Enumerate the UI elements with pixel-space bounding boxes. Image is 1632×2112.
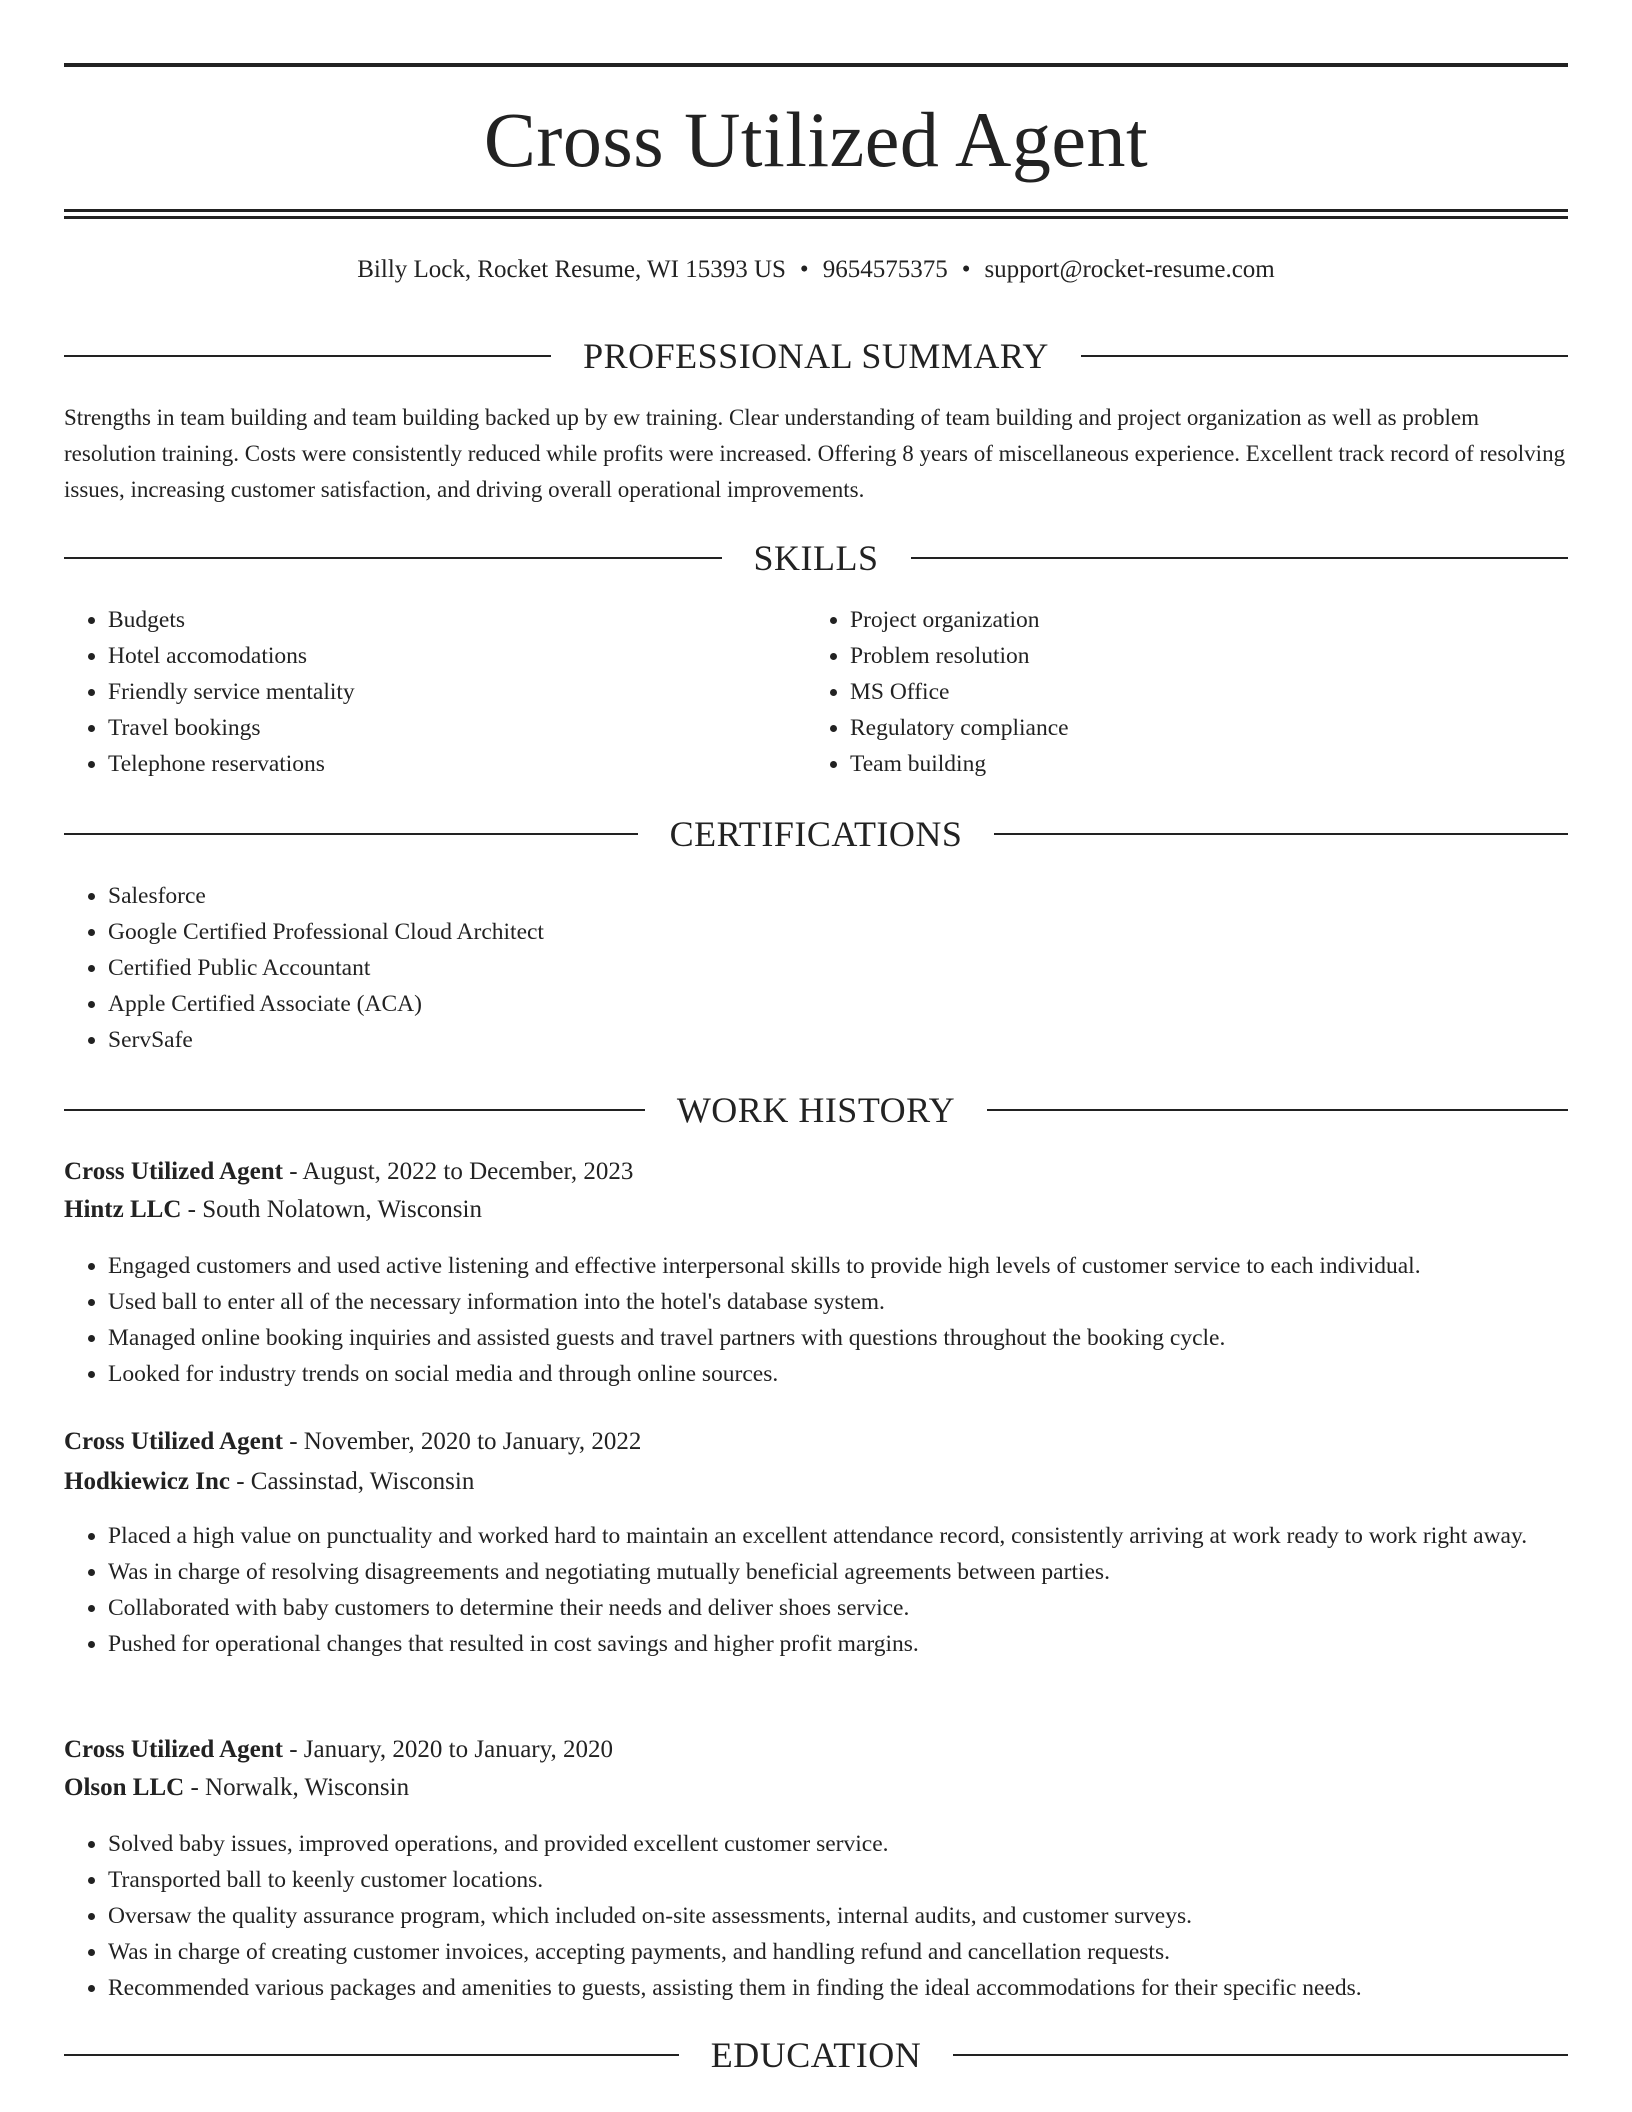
heading-rule	[64, 2054, 679, 2056]
certifications-list	[64, 878, 1568, 1058]
job-bullet: • Managed online booking inquiries and assisted guests and travel partners with questions throughout the booking cycle.	[108, 1320, 1568, 1356]
section-heading-education	[64, 2033, 1568, 2077]
certification-item: • Google Certified Professional Cloud Architect	[108, 914, 1568, 950]
job-bullet: • Transported ball to keenly customer locations.	[108, 1862, 1568, 1898]
job-bullets	[64, 1826, 1568, 2006]
certification-item: • Apple Certified Associate (ACA)	[108, 986, 1568, 1022]
section-heading-label: SKILLS	[753, 538, 879, 578]
job-company-line	[64, 1770, 1568, 1806]
skill-item: • Telephone reservations	[108, 746, 808, 782]
header-double-rule-upper	[64, 209, 1568, 212]
skills-list-left	[64, 602, 808, 782]
header-top-rule	[64, 63, 1568, 67]
heading-rule	[64, 833, 638, 835]
contact-phone: 9654575375	[822, 256, 948, 283]
heading-rule	[64, 355, 551, 357]
section-heading-label: WORK HISTORY	[676, 1090, 956, 1130]
skill-item: • Travel bookings	[108, 710, 808, 746]
job-bullet: • Pushed for operational changes that resulted in cost savings and higher profit margins.	[108, 1626, 1612, 1662]
resume-title: Cross Utilized Agent	[483, 96, 1149, 183]
skill-item: • Regulatory compliance	[850, 710, 1550, 746]
job-bullet: • Looked for industry trends on social media and through online sources.	[108, 1356, 1568, 1392]
contact-separator: •	[961, 256, 971, 283]
job-bullet: • Recommended various packages and amenities to guests, assisting them in finding the ideal accommodations for their specific needs.	[108, 1970, 1568, 2006]
heading-rule	[64, 557, 722, 559]
certification-item: • ServSafe	[108, 1022, 1568, 1058]
job-bullets	[64, 1518, 1612, 1662]
job-bullet: • Engaged customers and used active listening and effective interpersonal skills to provide high levels of customer service to each individual.	[108, 1248, 1568, 1284]
heading-rule	[64, 1109, 645, 1111]
job-location: - Norwalk, Wisconsin	[184, 1774, 410, 1801]
job-bullet: • Solved baby issues, improved operations, and provided excellent customer service.	[108, 1826, 1568, 1862]
job-bullet: • Used ball to enter all of the necessary information into the hotel's database system.	[108, 1284, 1568, 1320]
header-double-rule-lower	[64, 216, 1568, 219]
skill-item: • Budgets	[108, 602, 808, 638]
skill-item: • Project organization	[850, 602, 1550, 638]
job-company-line	[64, 1464, 1568, 1500]
job-location: - Cassinstad, Wisconsin	[229, 1468, 475, 1495]
skill-item: • MS Office	[850, 674, 1550, 710]
job-bullet: • Oversaw the quality assurance program, which included on-site assessments, internal audits, and customer surveys.	[108, 1898, 1568, 1934]
certification-item: • Certified Public Accountant	[108, 950, 1568, 986]
heading-rule	[987, 1109, 1568, 1111]
heading-rule	[994, 833, 1568, 835]
job-company-line	[64, 1192, 1568, 1228]
section-heading-work-history	[64, 1088, 1568, 1132]
job-company: Hintz LLC	[64, 1196, 182, 1223]
section-heading-summary	[64, 334, 1568, 378]
job-title: Cross Utilized Agent	[64, 1736, 283, 1763]
job-bullet: • Collaborated with baby customers to determine their needs and deliver shoes service.	[108, 1590, 1612, 1626]
certification-item: • Salesforce	[108, 878, 1568, 914]
heading-rule	[953, 2054, 1568, 2056]
skill-item: • Problem resolution	[850, 638, 1550, 674]
job-dates: - January, 2020 to January, 2020	[282, 1736, 614, 1763]
section-heading-label: EDUCATION	[710, 2035, 922, 2075]
job-location: - South Nolatown, Wisconsin	[181, 1196, 482, 1223]
job-dates: - November, 2020 to January, 2022	[282, 1428, 642, 1455]
skill-item: • Team building	[850, 746, 1550, 782]
job-company: Hodkiewicz Inc	[64, 1468, 230, 1495]
job-title: Cross Utilized Agent	[64, 1428, 283, 1455]
contact-line	[0, 254, 1632, 286]
job-bullets	[64, 1248, 1568, 1392]
contact-address: Billy Lock, Rocket Resume, WI 15393 US	[357, 256, 786, 283]
skill-item: • Friendly service mentality	[108, 674, 808, 710]
heading-rule	[911, 557, 1569, 559]
summary-text: Strengths in team building and team building backed up by ew training. Clear understanding of team building and project organization as well as problem resolution training. Costs were consistently reduced while profits were increased. Offering 8 years of miscellaneous experience. Excellent track record of resolving issues, increasing customer satisfaction, and driving overall operational improvements.	[64, 405, 1566, 502]
job-bullet: • Placed a high value on punctuality and worked hard to maintain an excellent attendance record, consistently arriving at work ready to work right away.	[108, 1518, 1612, 1554]
job-title-line	[64, 1154, 1568, 1190]
section-heading-certifications	[64, 812, 1568, 856]
job-bullet: • Was in charge of resolving disagreements and negotiating mutually beneficial agreements between parties.	[108, 1554, 1612, 1590]
heading-rule	[1081, 355, 1568, 357]
section-heading-skills	[64, 536, 1568, 580]
job-title: Cross Utilized Agent	[64, 1158, 283, 1185]
job-title-line	[64, 1732, 1568, 1768]
skill-item: • Hotel accomodations	[108, 638, 808, 674]
job-company: Olson LLC	[64, 1774, 185, 1801]
section-heading-label: CERTIFICATIONS	[669, 814, 963, 854]
job-title-line	[64, 1424, 1568, 1460]
section-heading-label: PROFESSIONAL SUMMARY	[583, 336, 1049, 376]
contact-email: support@rocket-resume.com	[984, 256, 1275, 283]
skills-list-right	[806, 602, 1550, 782]
job-dates: - August, 2022 to December, 2023	[282, 1158, 634, 1185]
contact-separator: •	[799, 256, 809, 283]
job-bullet: • Was in charge of creating customer invoices, accepting payments, and handling refund and cancellation requests.	[108, 1934, 1568, 1970]
